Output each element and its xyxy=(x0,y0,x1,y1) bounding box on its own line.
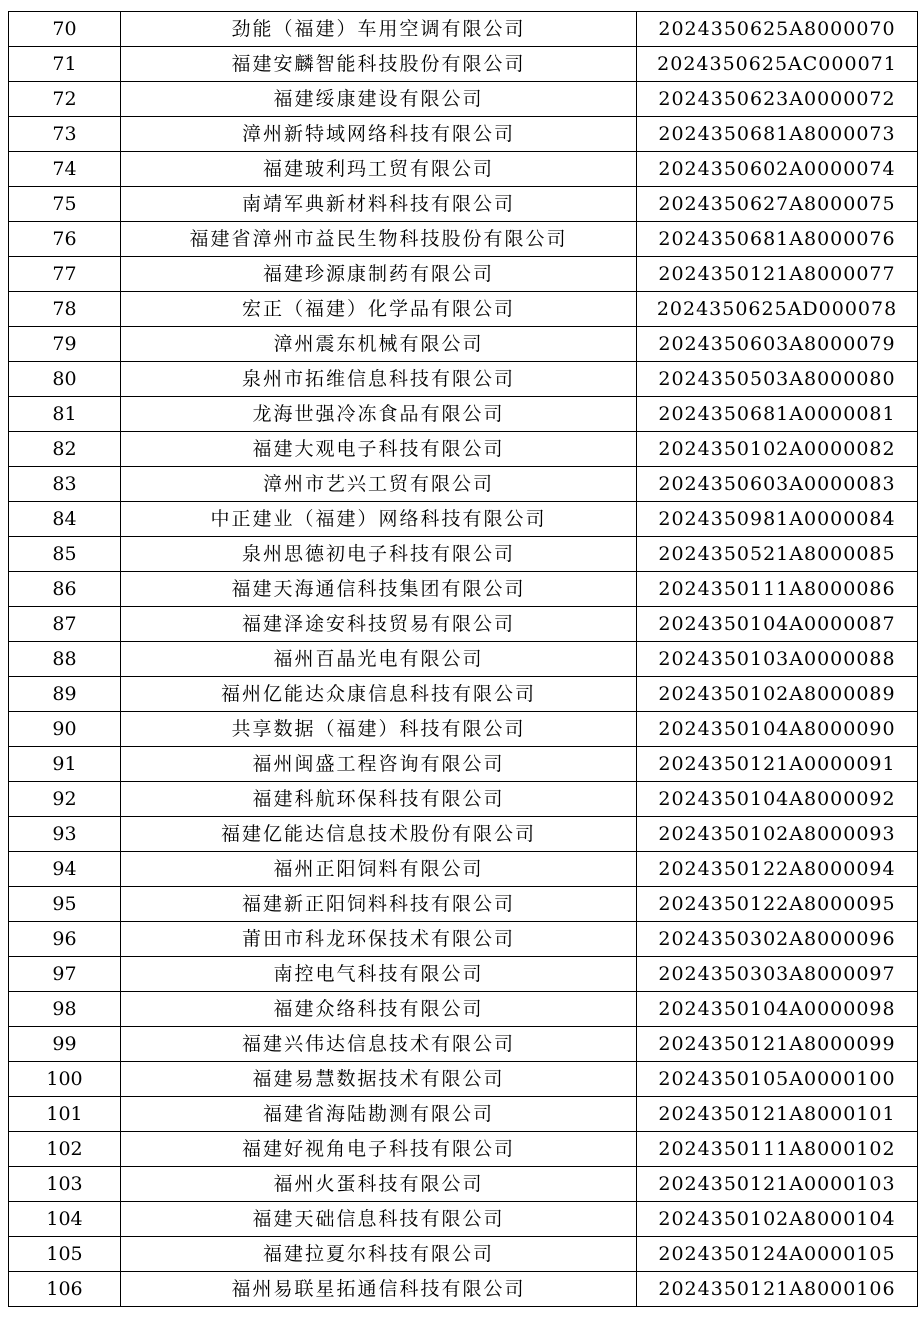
table-row xyxy=(9,607,918,642)
company-name-cell: 福建新正阳饲料科技有限公司 xyxy=(121,887,637,922)
company-name-cell: 福建天础信息科技有限公司 xyxy=(121,1202,637,1237)
row-number-cell: 76 xyxy=(9,222,121,257)
registration-code-cell: 2024350111A8000086 xyxy=(637,572,918,607)
company-name-cell: 福建亿能达信息技术股份有限公司 xyxy=(121,817,637,852)
company-name-cell: 福建安麟智能科技股份有限公司 xyxy=(121,47,637,82)
company-name-cell: 福建省海陆勘测有限公司 xyxy=(121,1097,637,1132)
company-name-cell: 福建兴伟达信息技术有限公司 xyxy=(121,1027,637,1062)
table-row xyxy=(9,992,918,1027)
company-name-cell: 漳州新特域网络科技有限公司 xyxy=(121,117,637,152)
registration-code-cell: 2024350122A8000095 xyxy=(637,887,918,922)
table-row xyxy=(9,1027,918,1062)
registration-code-cell: 2024350121A8000099 xyxy=(637,1027,918,1062)
table-body xyxy=(9,12,918,1307)
company-name-cell: 泉州思德初电子科技有限公司 xyxy=(121,537,637,572)
company-name-cell: 福建天海通信科技集团有限公司 xyxy=(121,572,637,607)
row-number-cell: 100 xyxy=(9,1062,121,1097)
row-number-cell: 97 xyxy=(9,957,121,992)
row-number-cell: 87 xyxy=(9,607,121,642)
registration-code-cell: 2024350105A0000100 xyxy=(637,1062,918,1097)
row-number-cell: 71 xyxy=(9,47,121,82)
row-number-cell: 91 xyxy=(9,747,121,782)
row-number-cell: 73 xyxy=(9,117,121,152)
registration-code-cell: 2024350521A8000085 xyxy=(637,537,918,572)
table-row xyxy=(9,1237,918,1272)
company-name-cell: 福建绥康建设有限公司 xyxy=(121,82,637,117)
row-number-cell: 96 xyxy=(9,922,121,957)
registration-code-cell: 2024350625A8000070 xyxy=(637,12,918,47)
registration-code-cell: 2024350627A8000075 xyxy=(637,187,918,222)
table-row xyxy=(9,327,918,362)
table-row xyxy=(9,537,918,572)
company-name-cell: 福州亿能达众康信息科技有限公司 xyxy=(121,677,637,712)
registration-code-cell: 2024350121A8000106 xyxy=(637,1272,918,1307)
row-number-cell: 105 xyxy=(9,1237,121,1272)
row-number-cell: 85 xyxy=(9,537,121,572)
row-number-cell: 89 xyxy=(9,677,121,712)
company-name-cell: 福建好视角电子科技有限公司 xyxy=(121,1132,637,1167)
company-name-cell: 中正建业（福建）网络科技有限公司 xyxy=(121,502,637,537)
company-name-cell: 福州易联星拓通信科技有限公司 xyxy=(121,1272,637,1307)
registration-code-cell: 2024350121A8000101 xyxy=(637,1097,918,1132)
table-row xyxy=(9,1272,918,1307)
table-row xyxy=(9,82,918,117)
registration-code-cell: 2024350104A0000098 xyxy=(637,992,918,1027)
table-row xyxy=(9,887,918,922)
company-name-cell: 福建拉夏尔科技有限公司 xyxy=(121,1237,637,1272)
registration-code-cell: 2024350503A8000080 xyxy=(637,362,918,397)
company-name-cell: 福州闽盛工程咨询有限公司 xyxy=(121,747,637,782)
table-row xyxy=(9,1062,918,1097)
company-name-cell: 福州正阳饲料有限公司 xyxy=(121,852,637,887)
table-row xyxy=(9,187,918,222)
row-number-cell: 83 xyxy=(9,467,121,502)
registration-code-cell: 2024350625AC000071 xyxy=(637,47,918,82)
row-number-cell: 93 xyxy=(9,817,121,852)
row-number-cell: 82 xyxy=(9,432,121,467)
table-row xyxy=(9,292,918,327)
row-number-cell: 75 xyxy=(9,187,121,222)
row-number-cell: 84 xyxy=(9,502,121,537)
table-row xyxy=(9,362,918,397)
row-number-cell: 95 xyxy=(9,887,121,922)
row-number-cell: 102 xyxy=(9,1132,121,1167)
table-row xyxy=(9,572,918,607)
registration-code-cell: 2024350102A8000104 xyxy=(637,1202,918,1237)
company-name-cell: 福州火蛋科技有限公司 xyxy=(121,1167,637,1202)
registration-code-cell: 2024350625AD000078 xyxy=(637,292,918,327)
company-name-cell: 福建科航环保科技有限公司 xyxy=(121,782,637,817)
registration-code-cell: 2024350103A0000088 xyxy=(637,642,918,677)
table-row xyxy=(9,957,918,992)
row-number-cell: 74 xyxy=(9,152,121,187)
company-name-cell: 莆田市科龙环保技术有限公司 xyxy=(121,922,637,957)
table-row xyxy=(9,117,918,152)
row-number-cell: 72 xyxy=(9,82,121,117)
table-row xyxy=(9,397,918,432)
company-name-cell: 漳州市艺兴工贸有限公司 xyxy=(121,467,637,502)
registration-code-cell: 2024350603A0000083 xyxy=(637,467,918,502)
row-number-cell: 103 xyxy=(9,1167,121,1202)
table-row xyxy=(9,467,918,502)
company-name-cell: 龙海世强冷冻食品有限公司 xyxy=(121,397,637,432)
company-name-cell: 共享数据（福建）科技有限公司 xyxy=(121,712,637,747)
table-row xyxy=(9,257,918,292)
company-name-cell: 福州百晶光电有限公司 xyxy=(121,642,637,677)
company-name-cell: 福建易慧数据技术有限公司 xyxy=(121,1062,637,1097)
table-row xyxy=(9,1097,918,1132)
row-number-cell: 92 xyxy=(9,782,121,817)
registration-code-cell: 2024350623A0000072 xyxy=(637,82,918,117)
company-name-cell: 福建泽途安科技贸易有限公司 xyxy=(121,607,637,642)
registration-code-cell: 2024350104A8000090 xyxy=(637,712,918,747)
table-row xyxy=(9,642,918,677)
registration-code-cell: 2024350102A8000093 xyxy=(637,817,918,852)
registration-code-cell: 2024350124A0000105 xyxy=(637,1237,918,1272)
row-number-cell: 88 xyxy=(9,642,121,677)
table-row xyxy=(9,152,918,187)
registration-code-cell: 2024350681A8000073 xyxy=(637,117,918,152)
row-number-cell: 79 xyxy=(9,327,121,362)
registration-code-cell: 2024350102A8000089 xyxy=(637,677,918,712)
company-name-cell: 宏正（福建）化学品有限公司 xyxy=(121,292,637,327)
row-number-cell: 70 xyxy=(9,12,121,47)
table-row xyxy=(9,817,918,852)
registration-code-cell: 2024350602A0000074 xyxy=(637,152,918,187)
row-number-cell: 98 xyxy=(9,992,121,1027)
row-number-cell: 80 xyxy=(9,362,121,397)
table-row xyxy=(9,502,918,537)
row-number-cell: 77 xyxy=(9,257,121,292)
row-number-cell: 101 xyxy=(9,1097,121,1132)
registration-code-cell: 2024350104A0000087 xyxy=(637,607,918,642)
company-name-cell: 福建省漳州市益民生物科技股份有限公司 xyxy=(121,222,637,257)
table-row xyxy=(9,222,918,257)
registration-code-cell: 2024350302A8000096 xyxy=(637,922,918,957)
registration-code-cell: 2024350121A8000077 xyxy=(637,257,918,292)
row-number-cell: 104 xyxy=(9,1202,121,1237)
table-row xyxy=(9,1167,918,1202)
row-number-cell: 81 xyxy=(9,397,121,432)
company-list-table xyxy=(8,11,918,1307)
registration-code-cell: 2024350122A8000094 xyxy=(637,852,918,887)
registration-code-cell: 2024350681A8000076 xyxy=(637,222,918,257)
table-row xyxy=(9,712,918,747)
registration-code-cell: 2024350981A0000084 xyxy=(637,502,918,537)
table-row xyxy=(9,747,918,782)
company-name-cell: 福建珍源康制药有限公司 xyxy=(121,257,637,292)
company-name-cell: 南靖军典新材料科技有限公司 xyxy=(121,187,637,222)
company-name-cell: 泉州市拓维信息科技有限公司 xyxy=(121,362,637,397)
row-number-cell: 86 xyxy=(9,572,121,607)
registration-code-cell: 2024350603A8000079 xyxy=(637,327,918,362)
company-name-cell: 福建玻利玛工贸有限公司 xyxy=(121,152,637,187)
registration-code-cell: 2024350104A8000092 xyxy=(637,782,918,817)
table-row xyxy=(9,432,918,467)
row-number-cell: 99 xyxy=(9,1027,121,1062)
row-number-cell: 94 xyxy=(9,852,121,887)
company-name-cell: 南控电气科技有限公司 xyxy=(121,957,637,992)
company-name-cell: 福建众络科技有限公司 xyxy=(121,992,637,1027)
row-number-cell: 78 xyxy=(9,292,121,327)
table-row xyxy=(9,1132,918,1167)
registration-code-cell: 2024350681A0000081 xyxy=(637,397,918,432)
registration-code-cell: 2024350102A0000082 xyxy=(637,432,918,467)
row-number-cell: 90 xyxy=(9,712,121,747)
table-row xyxy=(9,852,918,887)
table-row xyxy=(9,1202,918,1237)
table-row xyxy=(9,47,918,82)
table-row xyxy=(9,922,918,957)
row-number-cell: 106 xyxy=(9,1272,121,1307)
company-name-cell: 福建大观电子科技有限公司 xyxy=(121,432,637,467)
registration-code-cell: 2024350121A0000103 xyxy=(637,1167,918,1202)
registration-code-cell: 2024350121A0000091 xyxy=(637,747,918,782)
registration-code-cell: 2024350303A8000097 xyxy=(637,957,918,992)
table-row xyxy=(9,782,918,817)
company-name-cell: 劲能（福建）车用空调有限公司 xyxy=(121,12,637,47)
company-name-cell: 漳州震东机械有限公司 xyxy=(121,327,637,362)
registration-code-cell: 2024350111A8000102 xyxy=(637,1132,918,1167)
table-row xyxy=(9,12,918,47)
table-row xyxy=(9,677,918,712)
